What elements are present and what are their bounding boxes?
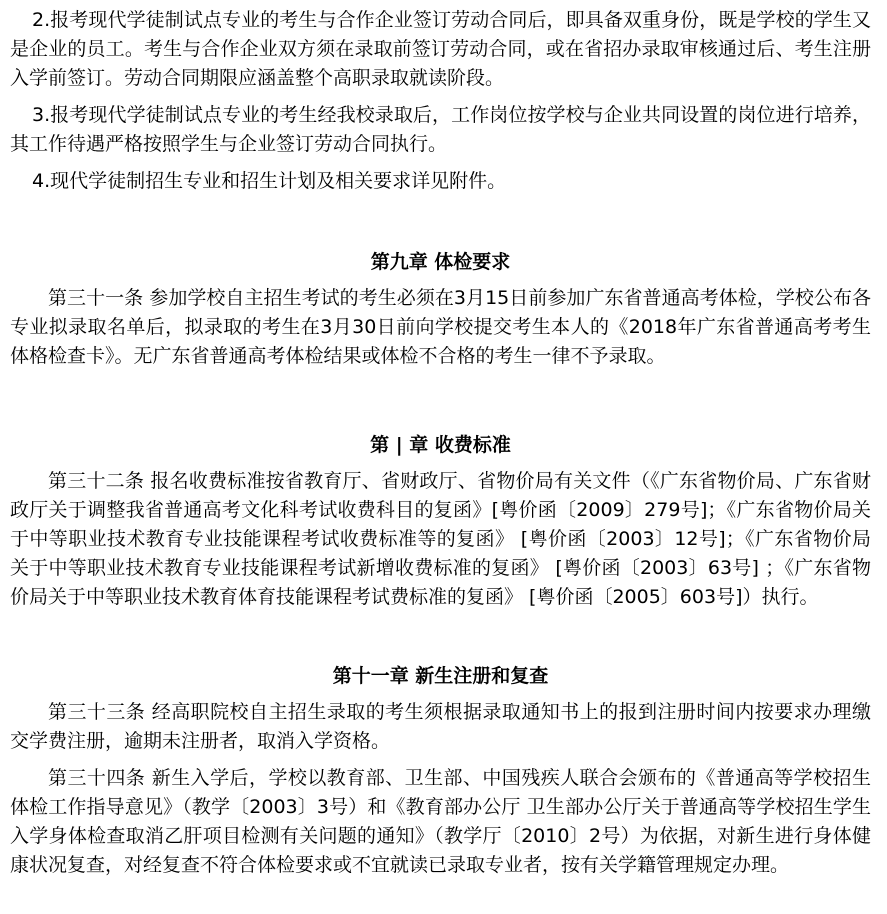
chapter-9-heading: 第九章 体检要求 [370, 251, 511, 273]
paragraph-item-2: 2.报考现代学徒制试点专业的考生与合作企业签订劳动合同后，即具备双重身份，既是学校的学生又是企业的员工。考生与合作企业双方须在录取前签订劳动合同，或在省招办录取审核通过后、考生注册入学前签订。劳动合同期限应涵盖整个高职录取就读阶段。 [10, 9, 871, 89]
article-33-paragraph: 第三十三条 经高职院校自主招生录取的考生须根据录取通知书上的报到注册时间内按要求办理缴交学费注册，逾期未注册者，取消入学资格。 [10, 701, 871, 752]
chapter-10-heading: 第 | 章 收费标准 [370, 434, 511, 456]
article-34-paragraph: 第三十四条 新生入学后，学校以教育部、卫生部、中国残疾人联合会颁布的《普通高等学校招生体检工作指导意见》（教学〔2003〕3号）和《教育部办公厅 卫生部办公厅关于普通高等学校招生学生入学身体检查取消乙肝项目检测有关问题的通知》（教学厅〔2010〕2号）为依据，对新生进行身体健康状况复查，对经复查不符合体检要求或不宜就读已录取专业者，按有关学籍管理规定办理。 [10, 767, 871, 876]
article-32-paragraph: 第三十二条 报名收费标准按省教育厅、省财政厅、省物价局有关文件（《广东省物价局、广东省财政厅关于调整我省普通高考文化科考试收费科目的复函》[粤价函〔2009〕279号]；《广东省物价局关于中等职业技术教育专业技能课程考试收费标准等的复函》 [粤价函〔2003〕12号]；《广东省物价局关于中等职业技术教育专业技能课程考试新增收费标准的复函》 [粤价函〔2003〕63号] ；《广东省物价局关于中等职业技术教育体育技能课程考试费标准的复函》 [粤价函〔2005〕603号]）执行。 [10, 470, 871, 608]
chapter-11-heading: 第十一章 新生注册和复查 [332, 665, 549, 687]
paragraph-item-3: 3.报考现代学徒制试点专业的考生经我校录取后，工作岗位按学校与企业共同设置的岗位进行培养，其工作待遇严格按照学生与企业签订劳动合同执行。 [10, 104, 871, 155]
article-31-paragraph: 第三十一条 参加学校自主招生考试的考生必须在3月15日前参加广东省普通高考体检，学校公布各专业拟录取名单后，拟录取的考生在3月30日前向学校提交考生本人的《2018年广东省普通高考考生体格检查卡》。无广东省普通高考体检结果或体检不合格的考生一律不予录取。 [10, 287, 871, 367]
paragraph-item-4: 4.现代学徒制招生专业和招生计划及相关要求详见附件。 [32, 170, 507, 192]
